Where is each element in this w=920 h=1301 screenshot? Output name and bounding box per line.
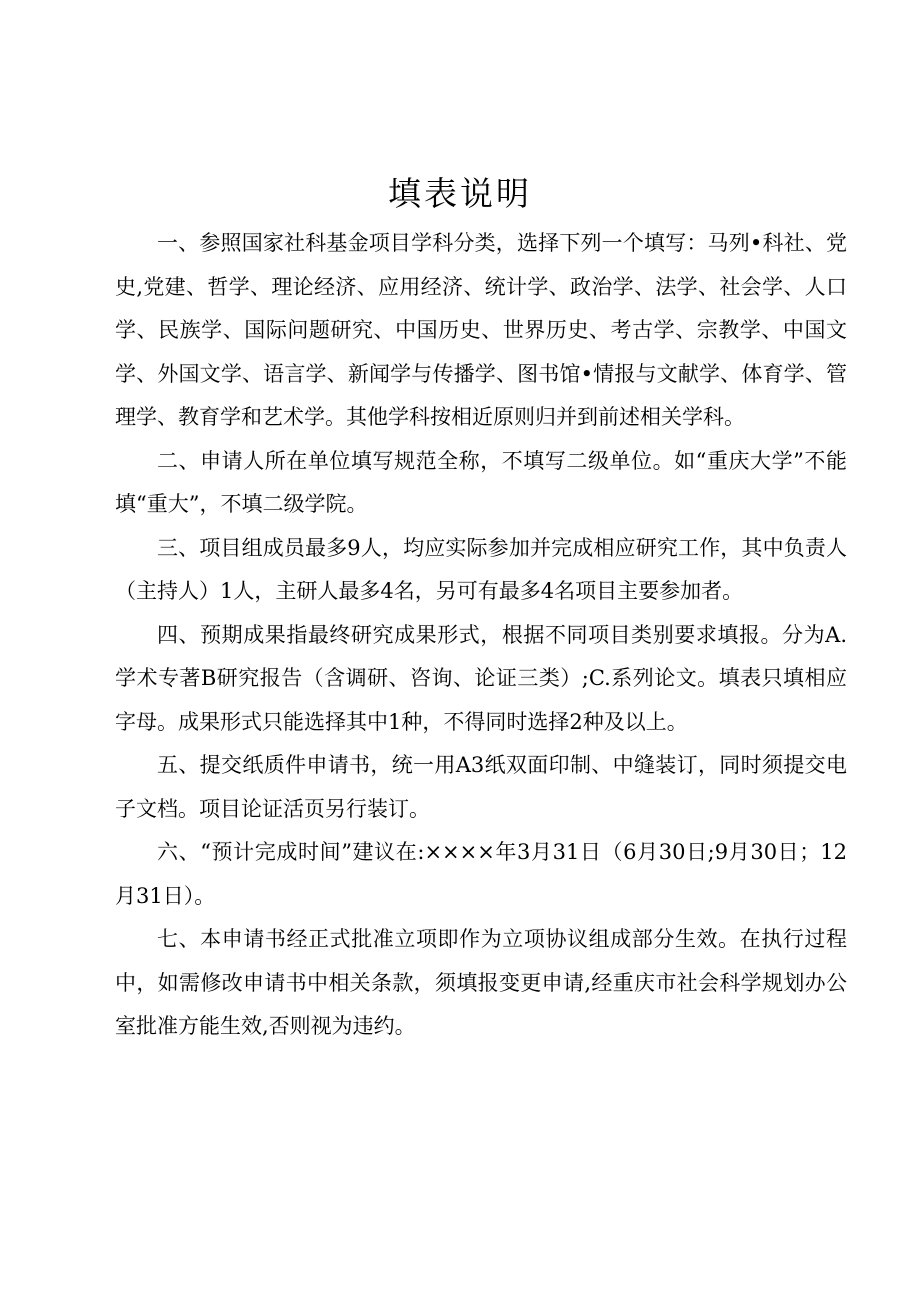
document-title: 填表说明 — [388, 174, 532, 213]
instruction-paragraph-2: 二、申请人所在单位填写规范全称，不填写二级单位。如“重庆大学”不能填“重大”，不填二级学院。 — [115, 448, 847, 516]
instruction-paragraph-3: 三、项目组成员最多9人，均应实际参加并完成相应研究工作，其中负责人（主持人）1人，主研人最多4名，另可有最多4名项目主要参加者。 — [115, 535, 847, 603]
instruction-paragraph-4: 四、预期成果指最终研究成果形式，根据不同项目类别要求填报。分为A.学术专著B研究报告（含调研、咨询、论证三类）;C.系列论文。填表只填相应字母。成果形式只能选择其中1种，不得同时选择2种及以上。 — [115, 622, 847, 734]
instruction-paragraph-6: 六、“预计完成时间”建议在:××××年3月31日（6月30日;9月30日；12月31日）。 — [115, 840, 847, 908]
instruction-paragraph-5: 五、提交纸质件申请书，统一用A3纸双面印制、中缝装订，同时须提交电子文档。项目论证活页另行装订。 — [115, 753, 847, 821]
instructions-body — [115, 222, 847, 1049]
instruction-paragraph-1: 一、参照国家社科基金项目学科分类，选择下列一个填写：马列•科社、党史,党建、哲学、理论经济、应用经济、统计学、政治学、法学、社会学、人口学、民族学、国际问题研究、中国历史、世界历史、考古学、宗教学、中国文学、外国文学、语言学、新闻学与传播学、图书馆•情报与文献学、体育学、管理学、教育学和艺术学。其他学科按相近原则归并到前述相关学科。 — [115, 231, 847, 429]
instruction-paragraph-7: 七、本申请书经正式批准立项即作为立项协议组成部分生效。在执行过程中，如需修改申请书中相关条款，须填报变更申请,经重庆市社会科学规划办公室批准方能生效,否则视为违约。 — [115, 927, 847, 1038]
